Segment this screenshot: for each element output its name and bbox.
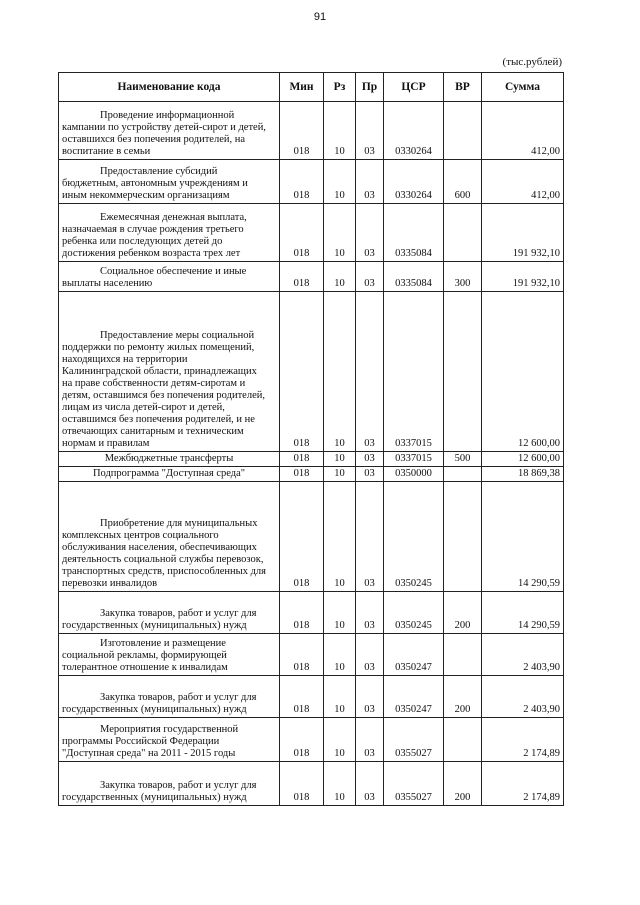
cell-min: 018: [280, 676, 324, 718]
cell-pr: 03: [356, 482, 384, 592]
cell-csr: 0355027: [384, 762, 444, 806]
cell-pr: 03: [356, 160, 384, 204]
cell-name: [59, 676, 280, 718]
cell-name-line: деятельность социальной службы перевозок,: [62, 554, 264, 565]
cell-pr: 03: [356, 452, 384, 467]
cell-name-line: ребенка или последующих детей до: [62, 236, 223, 247]
cell-name-line: детям, оставшимся без попечения родителей,: [62, 390, 265, 401]
cell-name-line: воспитание в семьи: [62, 146, 151, 157]
cell-sum: 2 403,90: [482, 634, 564, 676]
cell-min: 018: [280, 482, 324, 592]
table-row: [59, 482, 564, 592]
table-header-row: [59, 73, 564, 102]
cell-rz: 10: [324, 634, 356, 676]
cell-rz: 10: [324, 102, 356, 160]
cell-pr: 03: [356, 634, 384, 676]
cell-min: 018: [280, 762, 324, 806]
cell-rz: 10: [324, 762, 356, 806]
cell-name: [59, 204, 280, 262]
cell-pr: 03: [356, 467, 384, 482]
cell-name-line: назначаемая в случае рождения третьего: [62, 224, 244, 235]
cell-vr: [444, 292, 482, 452]
cell-vr: 600: [444, 160, 482, 204]
cell-name-line: Закупка товаров, работ и услуг для: [100, 780, 257, 791]
cell-csr: 0337015: [384, 292, 444, 452]
cell-name: [59, 292, 280, 452]
cell-name-line: лицам из числа детей-сирот и детей,: [62, 402, 225, 413]
cell-name: [59, 467, 280, 482]
cell-name-line: на праве собственности детям-сиротам и: [62, 378, 246, 389]
cell-name-line: государственных (муниципальных) нужд: [62, 620, 247, 631]
cell-csr: 0350245: [384, 482, 444, 592]
cell-pr: 03: [356, 262, 384, 292]
cell-min: 018: [280, 160, 324, 204]
cell-pr: 03: [356, 204, 384, 262]
cell-name-line: "Доступная среда" на 2011 - 2015 годы: [62, 748, 236, 759]
cell-name: [59, 452, 280, 467]
cell-vr: [444, 204, 482, 262]
cell-name-line: Предоставление субсидий: [100, 166, 218, 177]
table-row: [59, 102, 564, 160]
cell-csr: 0335084: [384, 262, 444, 292]
cell-min: 018: [280, 592, 324, 634]
cell-name-line: нормам и правилам: [62, 438, 150, 449]
budget-table: [58, 72, 564, 806]
cell-name-line: транспортных средств, приспособленных для: [62, 566, 267, 577]
cell-min: 018: [280, 204, 324, 262]
cell-pr: 03: [356, 718, 384, 762]
cell-sum: 12 600,00: [482, 452, 564, 467]
cell-min: 018: [280, 292, 324, 452]
header-csr: ЦСР: [384, 73, 444, 102]
table-body: [59, 102, 564, 806]
cell-name-line: иным некоммерческим организациям: [62, 190, 230, 201]
header-rz: Рз: [324, 73, 356, 102]
cell-name-line: социальной рекламы, формирующей: [62, 650, 227, 661]
table-row: [59, 292, 564, 452]
header-vr: ВР: [444, 73, 482, 102]
cell-name-line: оставшихся без попечения родителей, на: [62, 134, 246, 145]
cell-name-line: толерантное отношение к инвалидам: [62, 662, 228, 673]
cell-name-line: поддержки по ремонту жилых помещений,: [62, 342, 255, 353]
cell-rz: 10: [324, 292, 356, 452]
cell-name-line: государственных (муниципальных) нужд: [62, 704, 247, 715]
cell-name-line: программы Российской Федерации: [62, 736, 220, 747]
cell-sum: 412,00: [482, 160, 564, 204]
cell-vr: [444, 482, 482, 592]
cell-csr: 0355027: [384, 718, 444, 762]
cell-name-line: находящихся на территории: [62, 354, 188, 365]
table-row: [59, 634, 564, 676]
cell-name-line: Межбюджетные трансферты: [104, 453, 234, 464]
header-name: Наименование кода: [59, 73, 280, 102]
cell-sum: 191 932,10: [482, 204, 564, 262]
cell-sum: 2 403,90: [482, 676, 564, 718]
cell-csr: 0350247: [384, 634, 444, 676]
cell-name: [59, 634, 280, 676]
table-row: [59, 452, 564, 467]
cell-name: [59, 160, 280, 204]
cell-sum: 14 290,59: [482, 592, 564, 634]
cell-name: [59, 592, 280, 634]
cell-name-line: Социальное обеспечение и иные: [100, 266, 247, 277]
cell-vr: 200: [444, 592, 482, 634]
cell-min: 018: [280, 467, 324, 482]
cell-name-line: кампании по устройству детей-сирот и детей,: [62, 122, 266, 133]
cell-sum: 2 174,89: [482, 718, 564, 762]
cell-csr: 0335084: [384, 204, 444, 262]
cell-vr: 200: [444, 762, 482, 806]
cell-name: [59, 482, 280, 592]
cell-name: [59, 762, 280, 806]
cell-vr: 200: [444, 676, 482, 718]
cell-rz: 10: [324, 452, 356, 467]
cell-vr: [444, 634, 482, 676]
cell-min: 018: [280, 718, 324, 762]
cell-name-line: Ежемесячная денежная выплата,: [100, 212, 247, 223]
cell-vr: [444, 467, 482, 482]
cell-name-line: бюджетным, автономным учреждениям и: [62, 178, 248, 189]
cell-name: [59, 718, 280, 762]
page-number: 91: [313, 11, 327, 23]
cell-min: 018: [280, 634, 324, 676]
cell-name: [59, 102, 280, 160]
cell-name-line: перевозки инвалидов: [62, 578, 158, 589]
cell-csr: 0350245: [384, 592, 444, 634]
cell-pr: 03: [356, 676, 384, 718]
cell-name-line: Калининградской области, принадлежащих: [62, 366, 257, 377]
cell-name-line: Приобретение для муниципальных: [100, 518, 258, 529]
cell-name-line: Проведение информационной: [100, 110, 235, 121]
cell-rz: 10: [324, 482, 356, 592]
cell-pr: 03: [356, 762, 384, 806]
cell-rz: 10: [324, 204, 356, 262]
cell-vr: 500: [444, 452, 482, 467]
cell-name-line: отвечающих санитарным и техническим: [62, 426, 244, 437]
table-row: [59, 204, 564, 262]
cell-vr: [444, 102, 482, 160]
cell-pr: 03: [356, 592, 384, 634]
cell-min: 018: [280, 102, 324, 160]
table-row: [59, 676, 564, 718]
cell-name: [59, 262, 280, 292]
cell-sum: 2 174,89: [482, 762, 564, 806]
header-min: Мин: [280, 73, 324, 102]
cell-name-line: Подпрограмма "Доступная среда": [92, 468, 246, 479]
cell-rz: 10: [324, 262, 356, 292]
table-row: [59, 592, 564, 634]
header-pr: Пр: [356, 73, 384, 102]
table-row: [59, 262, 564, 292]
table-row: [59, 467, 564, 482]
cell-csr: 0337015: [384, 452, 444, 467]
cell-vr: 300: [444, 262, 482, 292]
cell-name-line: выплаты населению: [62, 278, 153, 289]
cell-pr: 03: [356, 292, 384, 452]
cell-name-line: Закупка товаров, работ и услуг для: [100, 692, 257, 703]
cell-rz: 10: [324, 676, 356, 718]
cell-sum: 14 290,59: [482, 482, 564, 592]
cell-min: 018: [280, 262, 324, 292]
cell-name-line: Закупка товаров, работ и услуг для: [100, 608, 257, 619]
cell-sum: 12 600,00: [482, 292, 564, 452]
cell-sum: 18 869,38: [482, 467, 564, 482]
cell-csr: 0350247: [384, 676, 444, 718]
cell-name-line: оставшимся без попечения родителей, и не: [62, 414, 255, 425]
cell-name-line: Предоставление меры социальной: [100, 330, 255, 341]
cell-rz: 10: [324, 592, 356, 634]
cell-rz: 10: [324, 467, 356, 482]
cell-name-line: обслуживания населения, обеспечивающих: [62, 542, 257, 553]
table-row: [59, 718, 564, 762]
units-label: (тыс.рублей): [502, 56, 562, 68]
cell-min: 018: [280, 452, 324, 467]
cell-name-line: Мероприятия государственной: [100, 724, 239, 735]
table-row: [59, 762, 564, 806]
cell-vr: [444, 718, 482, 762]
table-row: [59, 160, 564, 204]
cell-name-line: Изготовление и размещение: [100, 638, 226, 649]
cell-csr: 0330264: [384, 102, 444, 160]
cell-csr: 0330264: [384, 160, 444, 204]
cell-rz: 10: [324, 718, 356, 762]
cell-rz: 10: [324, 160, 356, 204]
cell-sum: 191 932,10: [482, 262, 564, 292]
cell-name-line: комплексных центров социального: [62, 530, 219, 541]
cell-name-line: достижения ребенком возраста трех лет: [62, 248, 241, 259]
cell-sum: 412,00: [482, 102, 564, 160]
cell-pr: 03: [356, 102, 384, 160]
cell-name-line: государственных (муниципальных) нужд: [62, 792, 247, 803]
header-sum: Сумма: [482, 73, 564, 102]
cell-csr: 0350000: [384, 467, 444, 482]
